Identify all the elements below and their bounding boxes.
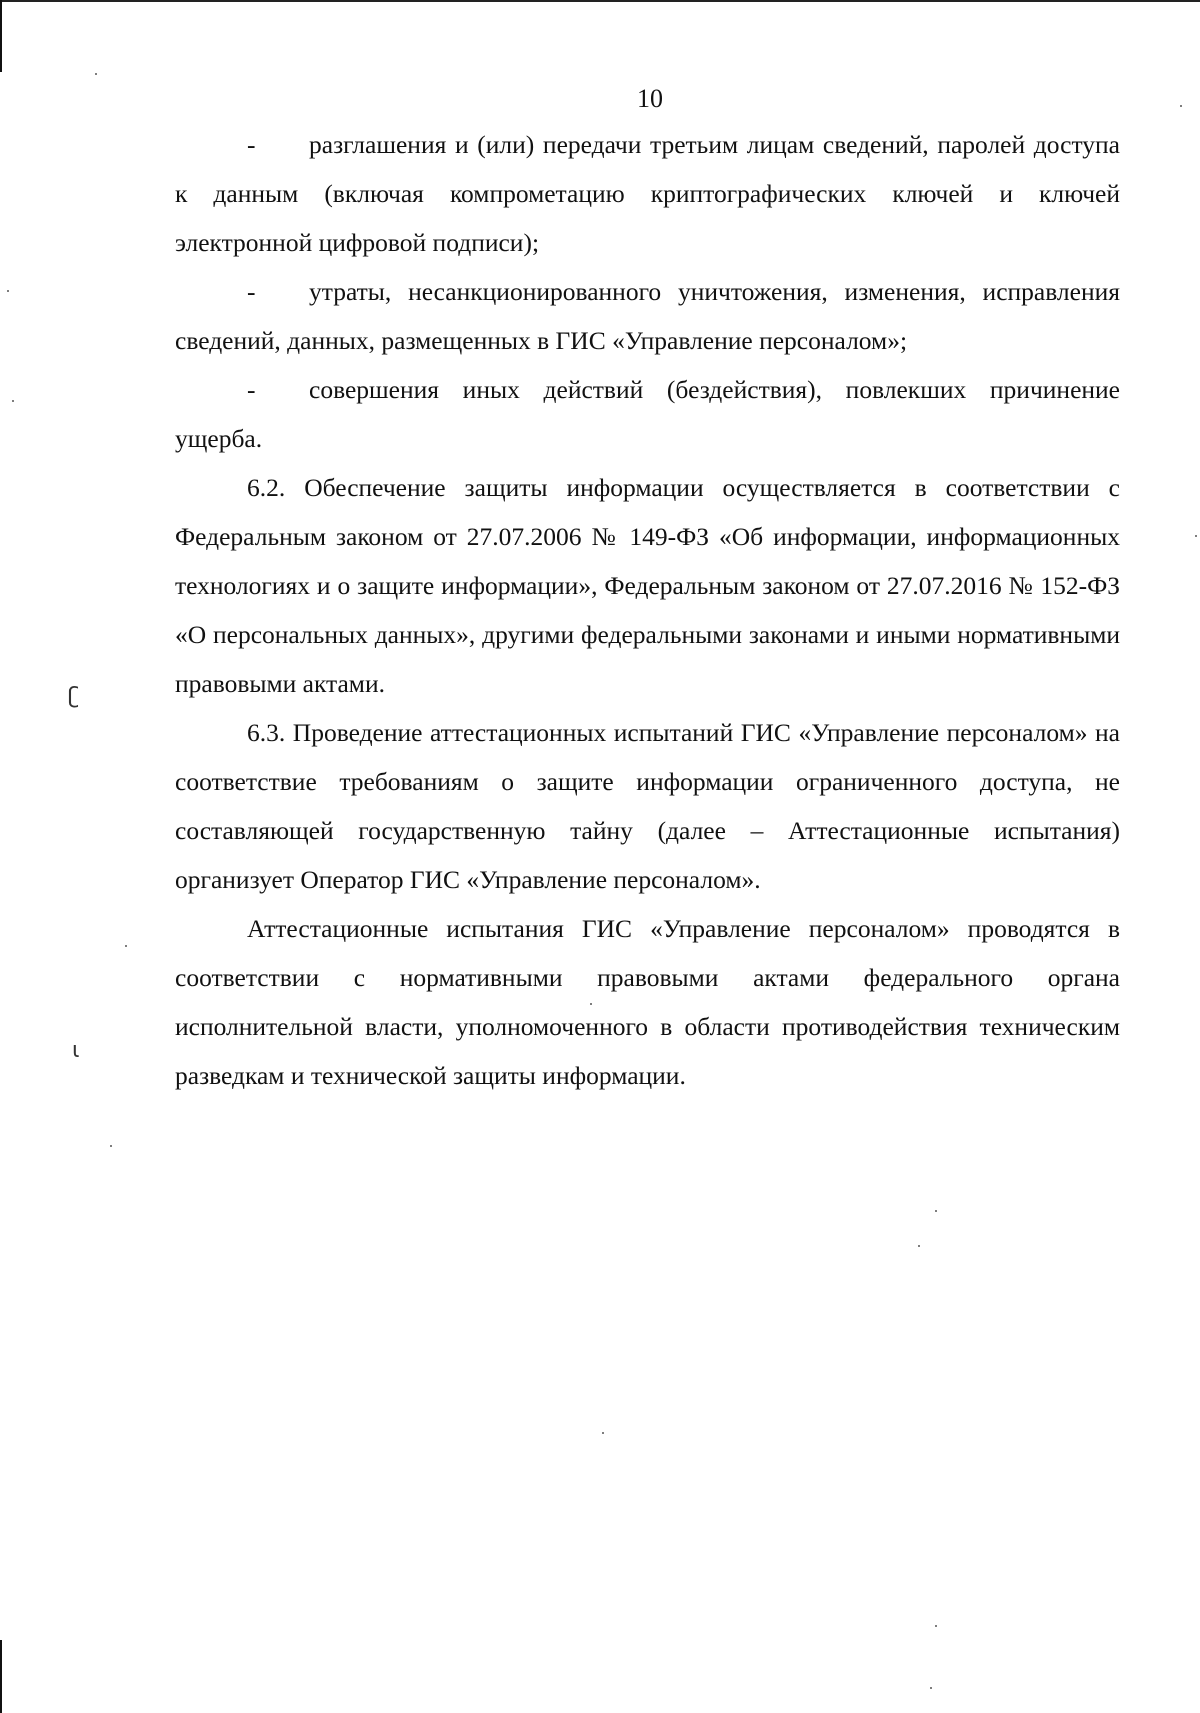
scan-speck (12, 400, 14, 402)
scan-speck (935, 1210, 937, 1212)
scan-speck (935, 1625, 937, 1627)
scan-speck (125, 945, 127, 947)
scan-artifact-mark: ʗ (68, 684, 80, 709)
list-item (175, 365, 1120, 463)
scan-speck (602, 1432, 604, 1434)
scan-speck (110, 1145, 112, 1147)
dash-bullet: - (247, 130, 256, 159)
dash-bullet: - (247, 375, 256, 404)
paragraph-attestation: Аттестационные испытания ГИС «Управление персоналом» проводятся в соответствии с нормативными правовыми актами федерального органа исполнительной власти, уполномоченного в области противодействия техническим разведкам и технической защиты информации. (175, 914, 1120, 1090)
scan-speck (918, 1245, 920, 1247)
scan-left-edge-bottom (0, 1640, 2, 1713)
scan-speck (95, 73, 97, 75)
scan-speck (930, 1687, 932, 1689)
paragraph-6-3: 6.3. Проведение аттестационных испытаний ГИС «Управление персоналом» на соответствие требованиям о защите информации ограниченного доступа, не составляющей государственную тайну (далее – Аттестационные испытания) организует Оператор ГИС «Управление персоналом». (175, 718, 1120, 894)
scan-speck (7, 290, 9, 292)
scan-left-edge-top (0, 0, 2, 72)
scan-speck (1195, 535, 1197, 537)
page-number: 10 (637, 84, 663, 113)
list-item-text: утраты, несанкционированного уничтожения, изменения, исправления сведений, данных, размещенных в ГИС «Управление персоналом»; (175, 277, 1120, 355)
scan-speck (590, 1003, 592, 1005)
paragraph-6-2: 6.2. Обеспечение защиты информации осуществляется в соответствии с Федеральным законом от 27.07.2006 № 149-ФЗ «Об информации, информационных технологиях и о защите информации», Федеральным законом от 27.07.2016 № 152-ФЗ «О персональных данных», другими федеральными законами и иными нормативными правовыми актами. (175, 473, 1120, 698)
scan-top-border (0, 0, 1200, 2)
dash-bullet: - (247, 277, 256, 306)
list-item-text: совершения иных действий (бездействия), повлекших причинение ущерба. (175, 375, 1120, 453)
list-item (175, 120, 1120, 267)
document-body (175, 120, 1120, 1100)
list-item-text: разглашения и (или) передачи третьим лицам сведений, паролей доступа к данным (включая компрометацию криптографических ключей и ключей электронной цифровой подписи); (175, 130, 1120, 257)
list-item (175, 267, 1120, 365)
scan-artifact-mark: ɩ (72, 1038, 80, 1063)
scan-speck (1180, 105, 1182, 107)
